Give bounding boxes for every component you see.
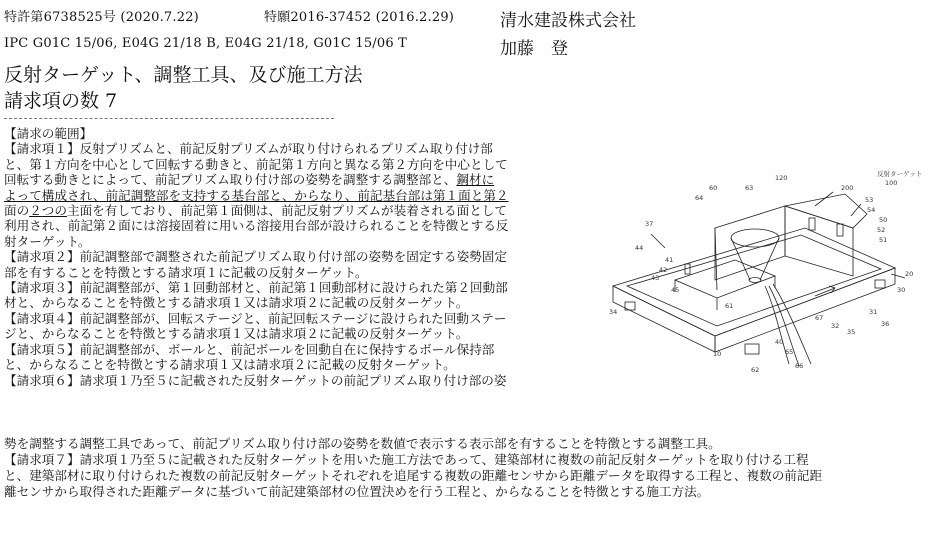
figure-ref: 37 [645, 220, 654, 228]
figure-ref: 32 [831, 322, 840, 330]
figure-ref: 66 [795, 362, 804, 370]
applicant-company: 清水建設株式会社 [500, 11, 636, 31]
figure-ref: 51 [879, 236, 888, 244]
figure-ref: 41 [665, 256, 674, 264]
figure-ref: 62 [751, 366, 760, 374]
figure-ref: 60 [709, 184, 718, 192]
claim-line: 離センサから取得された距離データに基づいて前記建築部材の位置決めを行う工程と、からなることを特徴とする施工方法。 [4, 484, 710, 499]
figure-caption: 反射ターゲット [877, 170, 923, 178]
underlined-phrase: ２つの [29, 203, 67, 219]
figure-ref: 53 [865, 196, 874, 204]
claim-line: 【請求項２】前記調整部で調整された前記プリズム取り付け部の姿勢を固定する姿勢固定 [4, 249, 507, 265]
patent-title: 反射ターゲット、調整工具、及び施工方法 [4, 64, 363, 86]
claim-line: ジと、からなることを特徴とする請求項１又は請求項２に記載の反射ターゲット。 [4, 326, 469, 342]
figure-ref: 44 [635, 244, 644, 252]
figure-ref: 50 [879, 216, 888, 224]
underlined-phrase: よって構成され、前記調整部を支持する基台部と、からなり、前記基台部は第１面と第２ [4, 187, 509, 203]
figure-ref: 200 [841, 184, 854, 192]
figure-ref: 54 [867, 206, 876, 214]
figure-ref: 40 [775, 338, 784, 346]
claim-line: と、建築部材に取り付けられた複数の前記反射ターゲットそれぞれを追尾する複数の距離センサから距離データを取得する工程と、複数の前記距 [4, 468, 823, 483]
patent-drawing [605, 168, 945, 390]
figure-ref: 67 [815, 314, 824, 322]
claim-line: 【請求項７】請求項１乃至５に記載された反射ターゲットを用いた施工方法であって、建築部材に複数の前記反射ターゲットを取り付ける工程 [4, 452, 809, 467]
figure-ref: 20 [905, 270, 914, 278]
figure-ref: 65 [785, 348, 794, 356]
claim-line: 【請求項３】前記調整部が、第１回動部材と、前記第１回動部材に設けられた第２回動部 [4, 280, 508, 296]
claims-section [4, 126, 604, 388]
claim-line: 【請求項４】前記調整部が、回転ステージと、前記回転ステージに設けられた回動ステー [4, 310, 507, 326]
claim-line: 射ターゲット。 [4, 233, 91, 249]
claim-line: と、からなることを特徴とする請求項１又は請求項２に記載の反射ターゲット。 [4, 357, 456, 373]
claims-count: 請求項の数 7 [4, 90, 118, 112]
figure-ref: 10 [713, 350, 722, 358]
figure-ref: 34 [609, 308, 618, 316]
figure-ref: 42 [659, 266, 668, 274]
ipc-classification: IPC G01C 15/06, E04G 21/18 B, E04G 21/18, G01C 15/06 T [4, 36, 408, 51]
figure-ref: 36 [881, 320, 890, 328]
claim-line: 回転する動きとによって、前記プリズム取り付け部の姿勢を調整する調整部と、鋼材に [4, 172, 495, 188]
reflective-target-drawing [605, 168, 945, 390]
figure-ref: 43 [651, 274, 660, 282]
patent-number: 特許第6738525号 (2020.7.22) [4, 10, 199, 25]
claim-line: と、第１方向を中心として回転する動きと、前記第１方向と異なる第２方向を中心として [4, 156, 508, 172]
figure-ref: 120 [775, 174, 788, 182]
claim-line: 勢を調整する調整工具であって、前記プリズム取り付け部の姿勢を数値で表示する表示部を有することを特徴とする調整工具。 [4, 436, 721, 451]
claim-line: 利用され、前記第２面には溶接固着に用いる溶接用台部が設けられることを特徴とする反 [4, 218, 509, 234]
claim-line: 部を有することを特徴とする請求項１に記載の反射ターゲット。 [4, 264, 368, 280]
claim-line: 【請求項１】反射プリズムと、前記反射プリズムが取り付けられるプリズム取り付け部 [4, 141, 493, 157]
figure-ref: 35 [847, 328, 856, 336]
figure-ref: 64 [695, 194, 704, 202]
inventor-name: 加藤 登 [500, 39, 568, 59]
figure-ref: 30 [897, 286, 906, 294]
figure-ref: 63 [745, 184, 754, 192]
figure-ref: 45 [671, 286, 680, 294]
claim-line: 【請求項６】請求項１乃至５に記載された反射ターゲットの前記プリズム取り付け部の姿 [4, 372, 507, 388]
claims-continuation [4, 436, 944, 500]
claim-line: 面の２つの主面を有しており、前記第１面側は、前記反射プリズムが装着される面として [4, 203, 507, 219]
figure-ref-100: 100 [885, 179, 898, 187]
application-number: 特願2016-37452 (2016.2.29) [264, 10, 455, 25]
figure-ref: 61 [725, 302, 734, 310]
separator-dashed [4, 118, 334, 119]
claims-heading: 【請求の範囲】 [4, 126, 93, 141]
claim-line: 材と、からなることを特徴とする請求項１又は請求項２に記載の反射ターゲット。 [4, 295, 469, 311]
figure-ref: 31 [869, 308, 878, 316]
figure-ref: 52 [877, 226, 886, 234]
claim-line: 【請求項５】前記調整部が、ボールと、前記ボールを回動自在に保持するボール保持部 [4, 341, 495, 357]
underlined-phrase: 鋼材に [456, 172, 495, 188]
claim-line [4, 188, 604, 203]
